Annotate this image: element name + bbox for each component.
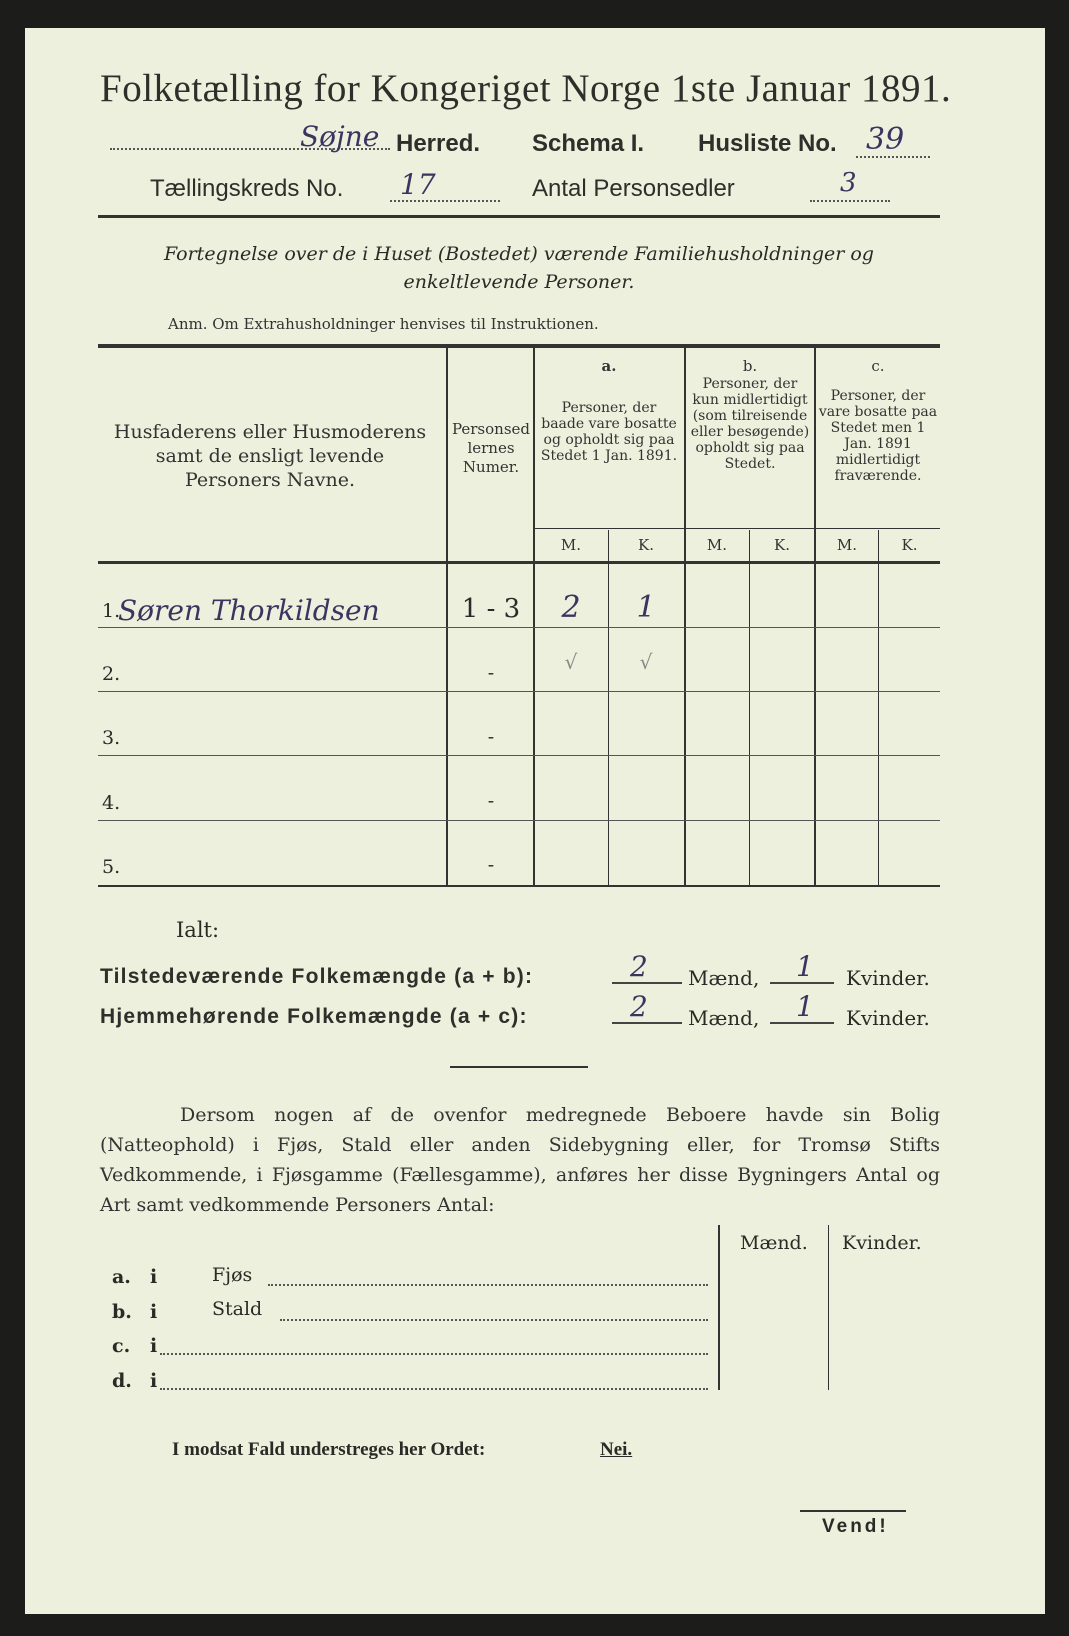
row-a-m: 2	[561, 590, 581, 625]
row-line-2	[98, 691, 940, 692]
row-sedler: -	[487, 790, 495, 812]
col-b-letter: b.	[742, 357, 758, 375]
col-name-header	[110, 420, 430, 492]
schema-label: Schema I.	[532, 130, 645, 157]
col-name-header-text: Husfaderens eller Husmoderens samt de ensligt levende Personers Navne.	[113, 421, 427, 491]
mk-divider-b	[749, 530, 750, 885]
col-divider-4	[814, 348, 816, 885]
a-m-label: M.	[560, 536, 582, 554]
ialt-label: Ialt:	[176, 918, 220, 942]
row-number: 5.	[102, 856, 121, 878]
row-number: 4.	[102, 792, 121, 814]
building-prep: i	[150, 1335, 158, 1357]
herred-value: Søjne	[300, 120, 380, 153]
kreds-label: Tællingskreds No.	[150, 175, 344, 202]
a-k-label: K.	[638, 536, 654, 554]
hjemme-maend-label: Mænd,	[688, 1006, 760, 1030]
buildings-col-divider-1	[718, 1225, 720, 1390]
col-num-header-text: Personsedlernes Numer.	[451, 420, 531, 476]
col-divider-3	[684, 348, 686, 885]
row-line-1	[98, 627, 940, 628]
col-a-header	[540, 400, 678, 464]
herred-label: Herred.	[396, 130, 481, 157]
husliste-label: Husliste No.	[698, 130, 837, 157]
building-letter: b.	[112, 1301, 132, 1323]
building-letter: c.	[112, 1335, 131, 1357]
building-dots	[268, 1284, 708, 1286]
row-sedler: -	[487, 662, 495, 684]
buildings-col-kvinder: Kvinder.	[842, 1232, 922, 1254]
hjemme-kvinder-label: Kvinder.	[846, 1006, 930, 1030]
building-letter: a.	[112, 1266, 131, 1288]
row-sedler: 1 - 3	[461, 594, 521, 624]
b-m-label: M.	[706, 536, 728, 554]
row-a-k: 1	[636, 590, 656, 625]
row-sedler: -	[487, 726, 495, 748]
hjemme-kvinder: 1	[796, 990, 814, 1023]
b-k-label: K.	[774, 536, 790, 554]
col-c-header	[818, 388, 938, 484]
antal-label: Antal Personsedler	[532, 175, 735, 202]
building-prep: i	[150, 1266, 158, 1288]
hjemme-label: Hjemmehørende Folkemængde (a + c):	[100, 1005, 528, 1028]
row-line-4	[98, 820, 940, 821]
mk-divider-c	[878, 530, 879, 885]
c-k-label: K.	[901, 536, 918, 554]
col-divider-1	[446, 348, 448, 885]
building-dots	[160, 1388, 708, 1390]
form-title: Folketælling for Kongeriget Norge 1ste Januar 1891.	[100, 67, 952, 110]
modsat-word: Nei.	[600, 1439, 633, 1460]
mk-divider-a	[608, 530, 609, 885]
c-m-label: M.	[836, 536, 858, 554]
antal-value: 3	[840, 168, 857, 198]
col-c-letter: c.	[871, 357, 885, 375]
col-b-header	[688, 376, 812, 472]
vend-label: Vend!	[822, 1516, 889, 1537]
row-number: 2.	[102, 663, 121, 685]
row-name: Søren Thorkildsen	[118, 594, 380, 627]
col-b-header-text: Personer, der kun midlertidigt (som tilreisende eller besøgende) opholdt sig paa Stedet.	[690, 376, 810, 472]
row-a-k: √	[639, 650, 653, 674]
intro-line: Fortegnelse over de i Huset (Bostedet) værende Familiehusholdninger og enkeltlevende Personer.	[164, 243, 874, 293]
table-bottom-rule	[98, 885, 940, 887]
tilstede-kvinder-label: Kvinder.	[846, 966, 930, 990]
row-a-m: √	[564, 650, 578, 674]
tilstede-label: Tilstedeværende Folkemængde (a + b):	[100, 965, 534, 988]
section-divider	[450, 1066, 588, 1068]
building-label: Fjøs	[212, 1264, 253, 1286]
hjemme-maend: 2	[630, 990, 648, 1023]
anm-note: Anm. Om Extrahusholdninger henvises til Instruktionen.	[168, 315, 599, 333]
row-number: 3.	[102, 727, 121, 749]
tilstede-maend: 2	[630, 950, 648, 983]
antal-field	[810, 200, 890, 202]
building-prep: i	[150, 1301, 158, 1323]
modsat-label: I modsat Fald understreges her Ordet:	[172, 1439, 486, 1460]
building-prep: i	[150, 1370, 158, 1392]
row-sedler: -	[487, 854, 495, 876]
building-letter: d.	[112, 1370, 132, 1392]
row-number: 1.	[102, 600, 121, 622]
building-label: Stald	[212, 1298, 263, 1320]
building-dots	[160, 1353, 708, 1355]
vend-rule	[800, 1510, 906, 1512]
buildings-col-divider-2	[828, 1225, 829, 1390]
kreds-value: 17	[400, 168, 436, 201]
tilstede-maend-label: Mænd,	[688, 966, 760, 990]
row-line-3	[98, 755, 940, 756]
col-a-header-text: Personer, der baade vare bosatte og opholdt sig paa Stedet 1 Jan. 1891.	[540, 400, 678, 464]
tilstede-kvinder: 1	[796, 950, 814, 983]
col-c-header-text: Personer, der vare bosatte paa Stedet men 1 Jan. 1891 midlertidigt fraværende.	[818, 388, 938, 484]
building-dots	[280, 1319, 708, 1321]
buildings-paragraph: Dersom nogen af de ovenfor medregnede Beboere havde sin Bolig (Natteophold) i Fjøs, Stald eller anden Sidebygning eller, for Tromsø Stifts Vedkommende, i Fjøsgamme (Fællesgamme), anføres her disse Bygningers Antal og Art samt vedkommende Personers Antal:	[100, 1104, 940, 1216]
header-rule	[98, 215, 940, 218]
col-num-header	[450, 420, 532, 477]
col-a-letter: a.	[601, 357, 617, 375]
intro-text	[98, 240, 940, 296]
husliste-value: 39	[866, 122, 905, 157]
buildings-col-maend: Mænd.	[740, 1232, 808, 1254]
mk-top-rule	[533, 528, 940, 529]
